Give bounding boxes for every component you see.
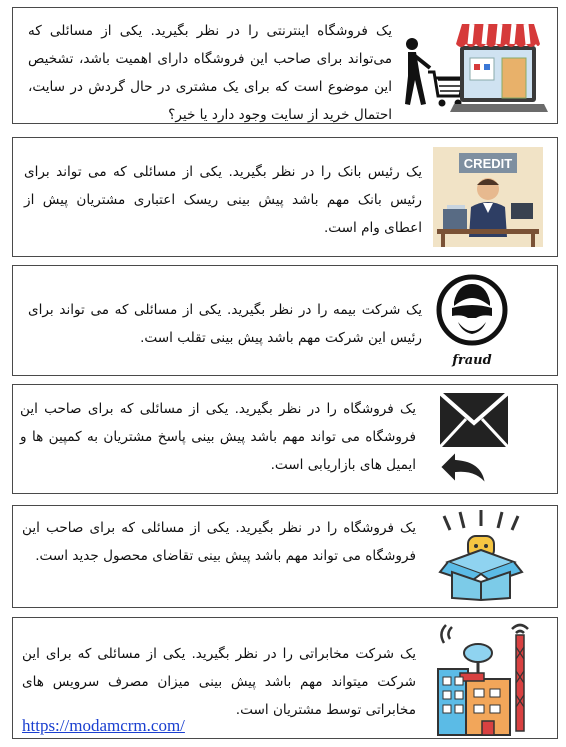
card-text: یک شرکت بیمه را در نظر بگیرید. یکی از مسائلی که می تواند برای رئیس این شرکت مهم باشد پیش بینی تقلب است. xyxy=(28,302,422,346)
card-text: یک فروشگاه اینترنتی را در نظر بگیرید. یکی از مسائلی که می‌تواند برای صاحب این فروشگاه دارای اهمیت باشد، تشخیص این موضوع است که برای یک مشتری در حال گردش در سایت، احتمال خرید از سایت وجود دارد یا خیر؟ xyxy=(28,23,392,123)
card-text: یک فروشگاه را در نظر بگیرید. یکی از مسائلی که برای صاحب این فروشگاه می تواند مهم باشد پیش بینی تقاضای محصول جدید است. xyxy=(22,520,416,564)
card-text: یک فروشگاه را در نظر بگیرید. یکی از مسائلی که برای صاحب این فروشگاه می تواند مهم باشد پیش بینی پاسخ مشتریان به کمپین ها و ایمیل های بازاریابی است. xyxy=(20,401,416,473)
telecom-tower-icon xyxy=(430,617,548,737)
email-reply-icon xyxy=(436,389,512,487)
fraud-icon xyxy=(436,272,508,370)
card-text: یک رئیس بانک را در نظر بگیرید. یکی از مسائلی که می تواند برای رئیس بانک مهم باشد پیش بینی ریسک اعتباری مشتریان پیش از اعطای وام است. xyxy=(24,164,422,236)
credit-banker-icon xyxy=(433,147,543,247)
credit-sign: CREDIT xyxy=(463,156,513,171)
card-text: یک شرکت مخابراتی را در نظر بگیرید. یکی از مسائلی که برای این شرکت میتواند مهم باشد پیش بینی میزان مصرف سرویس های مخابراتی توسط مشتریان است. xyxy=(22,646,416,718)
fraud-sign: fraud xyxy=(452,353,492,368)
online-shop-icon xyxy=(398,16,548,120)
new-product-box-icon xyxy=(436,510,526,602)
footer-link[interactable]: https://modamcrm.com/ xyxy=(22,716,185,735)
